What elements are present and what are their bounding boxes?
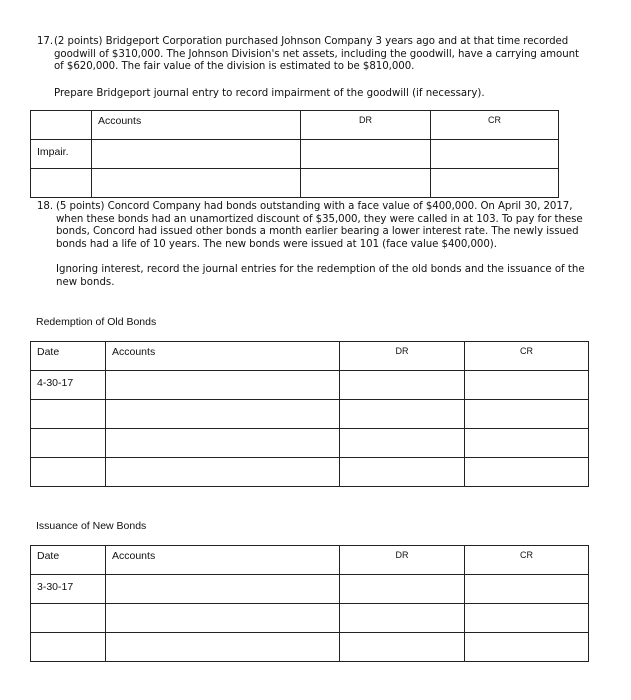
row-label-cell: Impair. — [31, 140, 92, 169]
dr-cell[interactable] — [340, 575, 465, 604]
redemption-journal-table — [30, 341, 589, 487]
question-18-prompt: Ignoring interest, record the journal entries for the redemption of the old bonds and the issuance of the new bonds. — [56, 264, 585, 288]
cr-cell[interactable] — [465, 371, 589, 400]
table-row — [31, 604, 589, 633]
cr-column-header: CR — [465, 546, 589, 575]
table-row — [31, 429, 589, 458]
dr-cell[interactable] — [301, 140, 431, 169]
date-cell[interactable] — [31, 400, 106, 429]
cr-cell[interactable] — [465, 429, 589, 458]
table-row — [31, 633, 589, 662]
row-label-cell — [31, 169, 92, 198]
accounts-cell[interactable] — [106, 458, 340, 487]
accounts-cell[interactable] — [106, 400, 340, 429]
dr-cell[interactable] — [301, 169, 431, 198]
accounts-cell[interactable] — [92, 140, 301, 169]
table-row — [31, 575, 589, 604]
accounts-cell[interactable] — [106, 633, 340, 662]
table-header-row — [31, 111, 559, 140]
cr-cell[interactable] — [465, 633, 589, 662]
dr-cell[interactable] — [340, 458, 465, 487]
question-18-text: (5 points) Concord Company had bonds outstanding with a face value of $400,000. On April 30, 2017, when these bonds had an unamortized discount of $35,000, they were called in at 103. To pay for these bonds, Concord had issued other bonds a month earlier bearing a lower interest rate. The newly issued bonds had a life of 10 years. The new bonds were issued at 101 (face value $400,000). — [56, 201, 583, 250]
date-cell[interactable] — [31, 458, 106, 487]
date-cell[interactable] — [31, 633, 106, 662]
dr-column-header: DR — [340, 546, 465, 575]
table-header-row — [31, 342, 589, 371]
cr-cell[interactable] — [431, 140, 559, 169]
date-cell[interactable] — [31, 429, 106, 458]
redemption-section-title: Redemption of Old Bonds — [36, 316, 157, 328]
dr-cell[interactable] — [340, 429, 465, 458]
cr-cell[interactable] — [465, 400, 589, 429]
date-cell: 3-30-17 — [31, 575, 106, 604]
label-column-header — [31, 111, 92, 140]
question-17-prompt: Prepare Bridgeport journal entry to record impairment of the goodwill (if necessary). — [54, 88, 485, 99]
date-cell: 4-30-17 — [31, 371, 106, 400]
issuance-journal-table — [30, 545, 589, 662]
accounts-cell[interactable] — [106, 371, 340, 400]
accounts-cell[interactable] — [106, 429, 340, 458]
question-18-number: 18. — [37, 201, 54, 212]
accounts-column-header: Accounts — [106, 546, 340, 575]
dr-cell[interactable] — [340, 604, 465, 633]
table-row — [31, 371, 589, 400]
cr-cell[interactable] — [431, 169, 559, 198]
dr-cell[interactable] — [340, 633, 465, 662]
issuance-section-title: Issuance of New Bonds — [36, 520, 147, 532]
table-row — [31, 169, 559, 198]
cr-column-header: CR — [431, 111, 559, 140]
table-row — [31, 458, 589, 487]
cr-cell[interactable] — [465, 604, 589, 633]
cr-cell[interactable] — [465, 575, 589, 604]
accounts-cell[interactable] — [106, 575, 340, 604]
question-17 — [37, 36, 585, 74]
dr-column-header: DR — [301, 111, 431, 140]
question-18 — [37, 201, 585, 251]
dr-column-header: DR — [340, 342, 465, 371]
date-column-header: Date — [31, 546, 106, 575]
table-header-row — [31, 546, 589, 575]
date-cell[interactable] — [31, 604, 106, 633]
cr-column-header: CR — [465, 342, 589, 371]
cr-cell[interactable] — [465, 458, 589, 487]
date-column-header: Date — [31, 342, 106, 371]
question-17-number: 17. — [37, 36, 54, 47]
impairment-journal-table — [30, 110, 559, 198]
accounts-cell[interactable] — [92, 169, 301, 198]
accounts-cell[interactable] — [106, 604, 340, 633]
table-row — [31, 140, 559, 169]
dr-cell[interactable] — [340, 371, 465, 400]
question-17-text: (2 points) Bridgeport Corporation purchased Johnson Company 3 years ago and at that time recorded goodwill of $310,000. The Johnson Division's net assets, including the goodwill, have a carrying amount of $620,000. The fair value of the division is estimated to be $810,000. — [54, 36, 579, 73]
accounts-column-header: Accounts — [92, 111, 301, 140]
dr-cell[interactable] — [340, 400, 465, 429]
accounts-column-header: Accounts — [106, 342, 340, 371]
table-row — [31, 400, 589, 429]
